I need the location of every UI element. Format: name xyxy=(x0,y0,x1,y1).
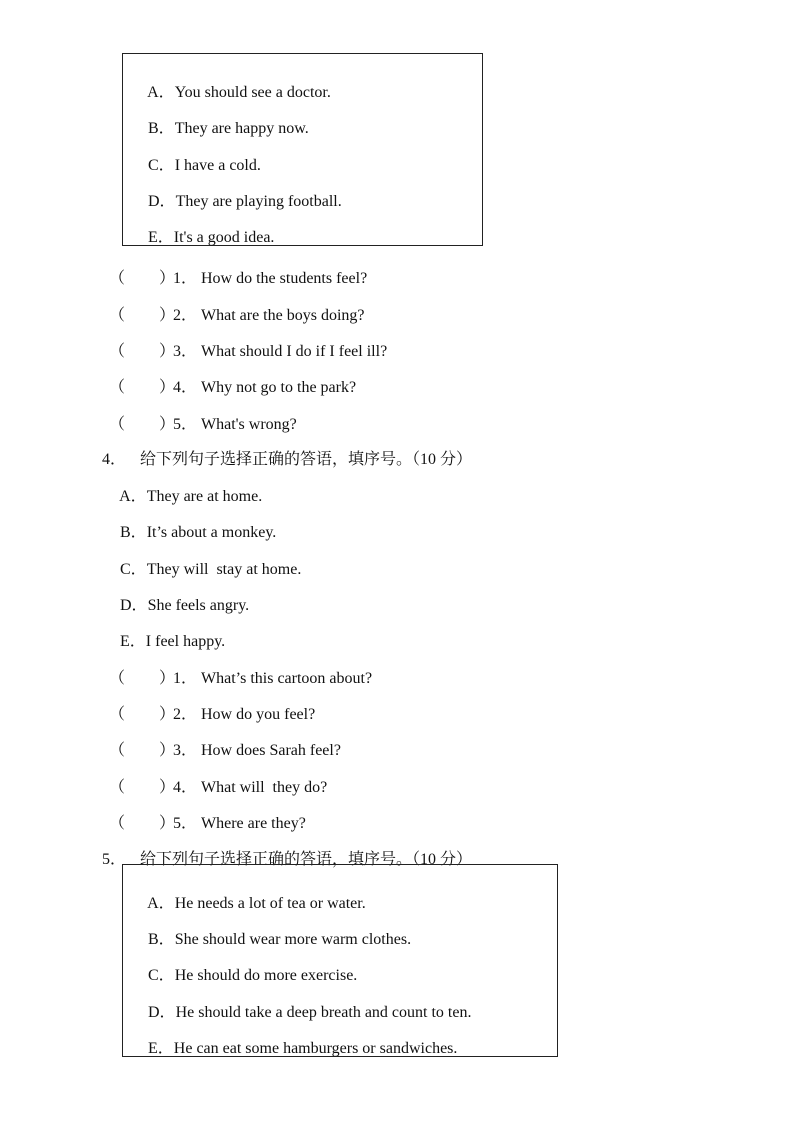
answer-options-box xyxy=(122,53,483,246)
paren-close: ） xyxy=(159,416,176,433)
option-text: You should see a doctor. xyxy=(174,84,331,101)
answer-blank[interactable]: （ xyxy=(109,343,126,360)
section-number: 5． xyxy=(102,851,127,868)
question-text: How do you feel? xyxy=(201,706,316,723)
question-row xyxy=(101,758,327,798)
section-title: 给下列句子选择正确的答语，填序号。（10 分） xyxy=(140,451,473,468)
question-row xyxy=(101,685,315,725)
option-text: They are happy now. xyxy=(174,120,309,137)
question-text: What's wrong? xyxy=(201,416,297,433)
option-letter: C． xyxy=(148,967,175,984)
answer-blank[interactable]: （ xyxy=(109,379,126,396)
option-d xyxy=(112,576,249,616)
paren-close: ） xyxy=(159,307,176,324)
option-text: He can eat some hamburgers or sandwiches. xyxy=(173,1040,458,1057)
section-4-heading xyxy=(94,430,472,470)
question-number: 4． xyxy=(173,779,198,796)
question-row xyxy=(101,721,341,761)
question-row xyxy=(101,322,387,362)
answer-blank[interactable]: （ xyxy=(109,670,126,687)
question-text: Why not go to the park? xyxy=(201,379,357,396)
question-text: What’s this cartoon about? xyxy=(201,670,373,687)
option-letter: A． xyxy=(119,488,147,505)
paren-close: ） xyxy=(159,815,176,832)
question-number: 2． xyxy=(173,307,198,324)
answer-options-box xyxy=(122,864,558,1057)
question-number: 5． xyxy=(173,416,198,433)
option-letter: B． xyxy=(148,931,175,948)
paren-close: ） xyxy=(159,742,176,759)
option-text: I have a cold. xyxy=(174,157,261,174)
option-letter: A． xyxy=(147,895,175,912)
answer-blank[interactable]: （ xyxy=(109,270,126,287)
option-letter: E． xyxy=(148,229,174,246)
option-a xyxy=(112,467,262,507)
option-letter: D． xyxy=(148,1004,176,1021)
answer-blank[interactable]: （ xyxy=(109,779,126,796)
option-letter: C． xyxy=(120,561,147,578)
question-number: 1． xyxy=(173,670,198,687)
question-text: What will they do? xyxy=(201,779,328,796)
question-number: 4． xyxy=(173,379,198,396)
paren-close: ） xyxy=(159,779,176,796)
question-row xyxy=(101,249,367,289)
question-text: What should I do if I feel ill? xyxy=(201,343,388,360)
question-text: How do the students feel? xyxy=(201,270,368,287)
paren-close: ） xyxy=(159,379,176,396)
option-text: They are playing football. xyxy=(175,193,342,210)
paren-close: ） xyxy=(159,670,176,687)
question-text: Where are they? xyxy=(201,815,306,832)
option-text: It's a good idea. xyxy=(173,229,275,246)
option-text: They are at home. xyxy=(146,488,263,505)
option-text: I feel happy. xyxy=(145,633,226,650)
question-text: What are the boys doing? xyxy=(201,307,365,324)
option-text: He should do more exercise. xyxy=(174,967,358,984)
option-letter: E． xyxy=(148,1040,174,1057)
section-number: 4． xyxy=(102,451,127,468)
answer-blank[interactable]: （ xyxy=(109,307,126,324)
answer-blank[interactable]: （ xyxy=(109,742,126,759)
question-number: 3． xyxy=(173,742,198,759)
option-letter: B． xyxy=(120,524,147,541)
question-row xyxy=(101,395,297,435)
question-row xyxy=(101,794,306,834)
option-c xyxy=(112,540,301,580)
option-text: He should take a deep breath and count to ten. xyxy=(175,1004,472,1021)
question-text: How does Sarah feel? xyxy=(201,742,341,759)
option-text: They will stay at home. xyxy=(146,561,302,578)
paren-close: ） xyxy=(159,706,176,723)
answer-blank[interactable]: （ xyxy=(109,706,126,723)
question-number: 5． xyxy=(173,815,198,832)
question-row xyxy=(101,649,372,689)
question-number: 2． xyxy=(173,706,198,723)
question-number: 3． xyxy=(173,343,198,360)
question-row xyxy=(101,286,365,326)
option-letter: C． xyxy=(148,157,175,174)
option-letter: E． xyxy=(120,633,146,650)
answer-blank[interactable]: （ xyxy=(109,416,126,433)
option-e xyxy=(112,612,225,652)
question-row xyxy=(101,358,356,398)
option-text: She feels angry. xyxy=(147,597,250,614)
option-letter: D． xyxy=(148,193,176,210)
question-number: 1． xyxy=(173,270,198,287)
paren-close: ） xyxy=(159,270,176,287)
option-text: She should wear more warm clothes. xyxy=(174,931,412,948)
option-letter: D． xyxy=(120,597,148,614)
paren-close: ） xyxy=(159,343,176,360)
option-letter: B． xyxy=(148,120,175,137)
answer-blank[interactable]: （ xyxy=(109,815,126,832)
option-b xyxy=(112,503,276,543)
option-letter: A． xyxy=(147,84,175,101)
option-text: He needs a lot of tea or water. xyxy=(174,895,366,912)
section-title: 给下列句子选择正确的答语，填序号。（10 分） xyxy=(140,851,473,868)
option-e xyxy=(132,1019,457,1079)
option-text: It’s about a monkey. xyxy=(146,524,277,541)
